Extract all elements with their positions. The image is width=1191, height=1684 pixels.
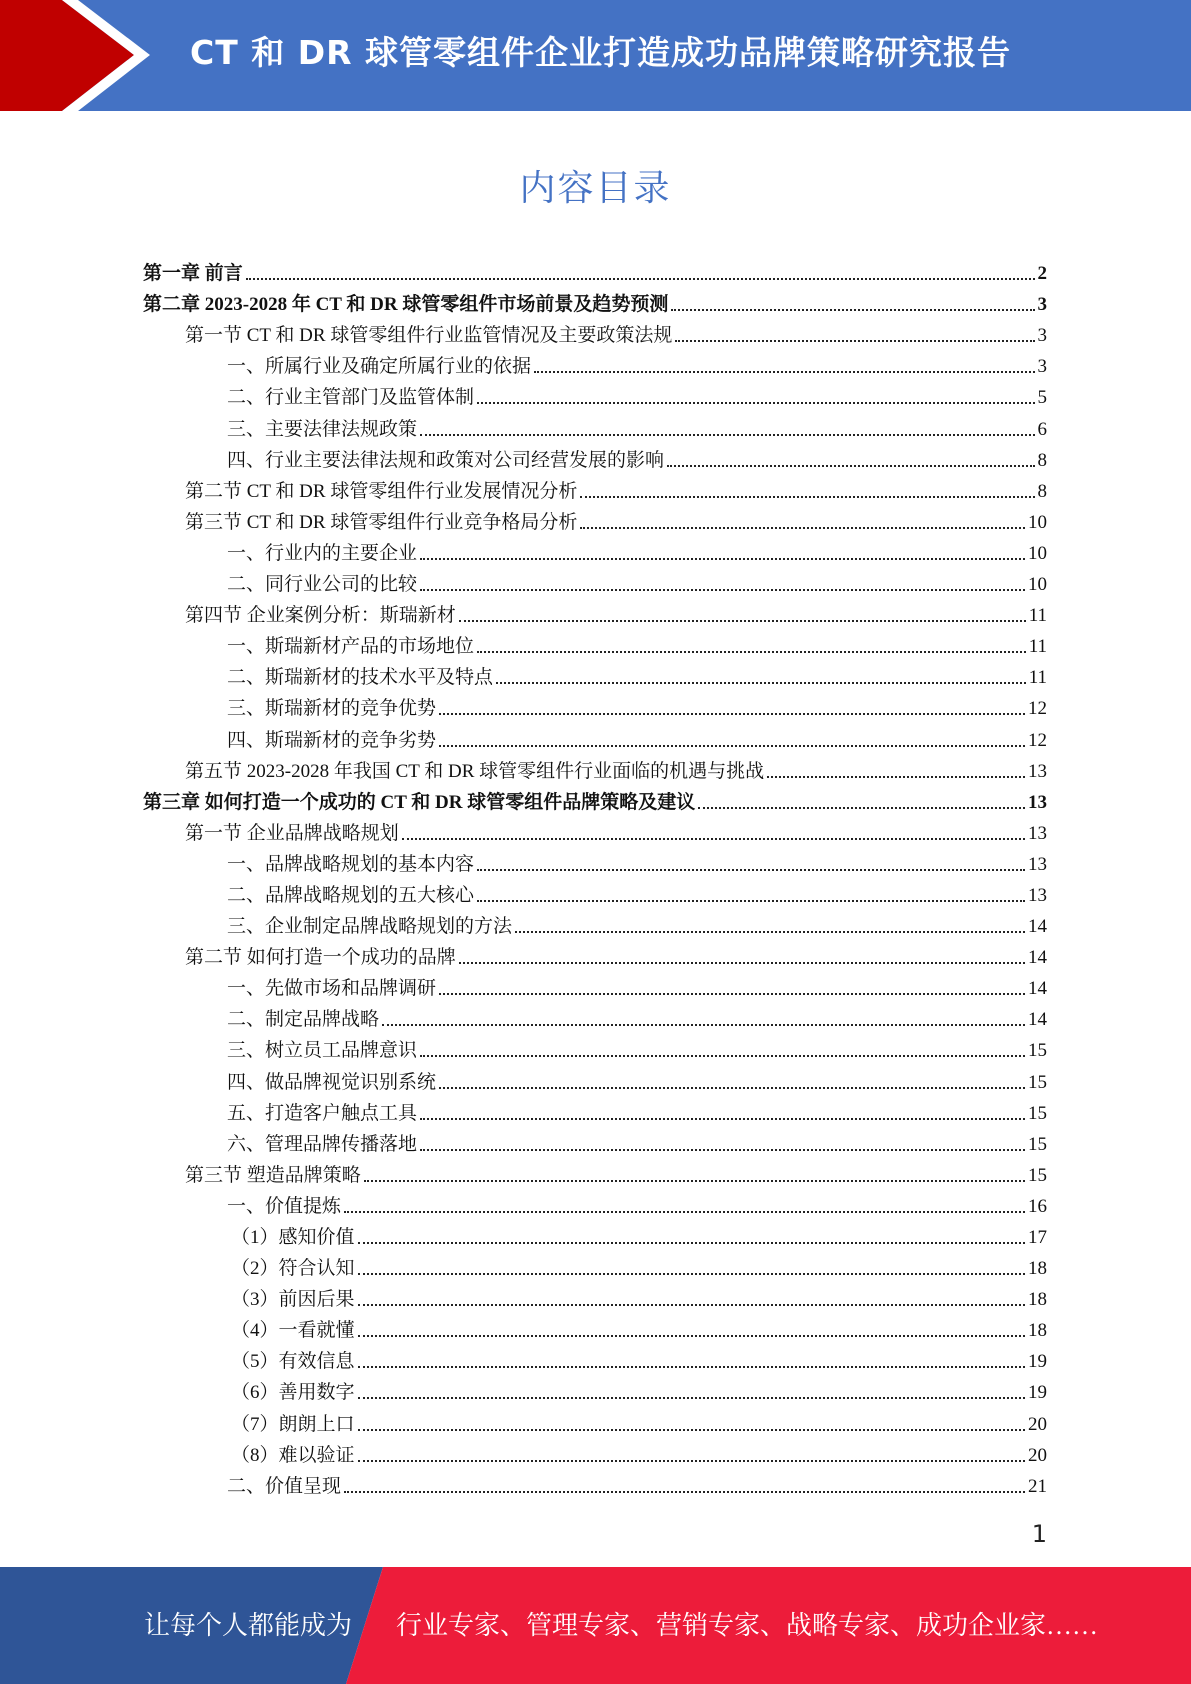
dot-leader: [364, 1180, 1025, 1182]
toc-entry[interactable]: [143, 907, 1047, 938]
dot-leader: [358, 1273, 1025, 1275]
toc-entry[interactable]: [143, 1156, 1047, 1187]
dot-leader: [477, 651, 1026, 653]
toc-entry-title: 第二节 如何打造一个成功的品牌: [185, 947, 456, 969]
dot-leader: [420, 1118, 1025, 1120]
toc-entry-page: 21: [1028, 1475, 1047, 1497]
toc-entry-title: 第一节 CT 和 DR 球管零组件行业监管情况及主要政策法规: [185, 325, 673, 347]
page-number: 1: [1031, 1520, 1047, 1548]
toc-entry-page: 14: [1028, 1009, 1047, 1031]
toc-entry-title: 第五节 2023-2028 年我国 CT 和 DR 球管零组件行业面临的机遇与挑战: [185, 760, 765, 782]
dot-leader: [420, 1055, 1025, 1057]
toc-entry-page: 11: [1028, 605, 1047, 627]
dot-leader: [358, 1242, 1025, 1244]
footer-band: [0, 1567, 1191, 1684]
dot-leader: [477, 869, 1025, 871]
toc-entry[interactable]: [143, 1404, 1047, 1435]
toc-entry[interactable]: [143, 1467, 1047, 1498]
toc-entry-title: 四、行业主要法律法规和政策对公司经营发展的影响: [227, 449, 665, 471]
toc-entry-page: 13: [1028, 760, 1047, 782]
dot-leader: [698, 807, 1025, 809]
toc-entry-title: 二、制定品牌战略: [227, 1009, 380, 1031]
toc-entry[interactable]: [143, 627, 1047, 658]
dot-leader: [420, 434, 1034, 436]
toc-entry-page: 15: [1028, 1071, 1047, 1093]
toc-heading: 内容目录: [519, 168, 672, 209]
dot-leader: [358, 1397, 1025, 1399]
dot-leader: [420, 589, 1025, 591]
toc-entry-title: 二、行业主管部门及监管体制: [227, 387, 475, 409]
toc-entry-page: 18: [1028, 1320, 1047, 1342]
toc-entry-page: 13: [1028, 853, 1047, 875]
toc-entry[interactable]: [143, 720, 1047, 751]
toc-entry[interactable]: [143, 1125, 1047, 1156]
dot-leader: [496, 682, 1026, 684]
dot-leader: [439, 1087, 1025, 1089]
toc-entry[interactable]: [143, 472, 1047, 503]
toc-entry-page: 19: [1028, 1351, 1047, 1373]
toc-entry[interactable]: [143, 969, 1047, 1000]
dot-leader: [534, 371, 1034, 373]
dot-leader: [358, 1366, 1025, 1368]
toc-entry-title: 三、企业制定品牌战略规划的方法: [227, 916, 513, 938]
toc-entry-title: （2）符合认知: [231, 1258, 355, 1280]
toc-entry-title: （5）有效信息: [231, 1351, 355, 1373]
dot-leader: [767, 776, 1025, 778]
toc-entry-title: 二、价值呈现: [227, 1475, 342, 1497]
toc-entry-title: 第三节 CT 和 DR 球管零组件行业竞争格局分析: [185, 511, 578, 533]
toc-entry[interactable]: [143, 316, 1047, 347]
toc-entry-page: 10: [1028, 542, 1047, 564]
toc-entry-title: 六、管理品牌传播落地: [227, 1133, 418, 1155]
toc-entry-page: 12: [1028, 729, 1047, 751]
dot-leader: [420, 558, 1025, 560]
toc-entry-title: 三、斯瑞新材的竞争优势: [227, 698, 437, 720]
toc-entry-page: 14: [1028, 947, 1047, 969]
toc-entry-title: 四、做品牌视觉识别系统: [227, 1071, 437, 1093]
toc-entry[interactable]: [143, 1000, 1047, 1031]
dot-leader: [477, 900, 1025, 902]
toc-entry[interactable]: [143, 254, 1047, 285]
table-of-contents: [143, 254, 1047, 1498]
toc-entry-page: 6: [1037, 418, 1047, 440]
dot-leader: [671, 309, 1034, 311]
toc-entry[interactable]: [143, 285, 1047, 316]
toc-entry-title: 一、所属行业及确定所属行业的依据: [227, 356, 532, 378]
toc-entry[interactable]: [143, 658, 1047, 689]
toc-entry[interactable]: [143, 1342, 1047, 1373]
toc-entry-page: 15: [1028, 1133, 1047, 1155]
dot-leader: [439, 713, 1025, 715]
toc-entry-title: 第三章 如何打造一个成功的 CT 和 DR 球管零组件品牌策略及建议: [143, 791, 696, 813]
toc-entry-page: 20: [1028, 1444, 1047, 1466]
toc-entry-title: 一、斯瑞新材产品的市场地位: [227, 636, 475, 658]
dot-leader: [439, 745, 1025, 747]
dot-leader: [580, 527, 1025, 529]
toc-entry-title: （1）感知价值: [231, 1227, 355, 1248]
toc-entry[interactable]: [143, 814, 1047, 845]
toc-entry-page: 8: [1037, 449, 1047, 471]
toc-entry-page: 16: [1028, 1195, 1047, 1217]
header-band: [0, 0, 1191, 111]
toc-entry[interactable]: [143, 565, 1047, 596]
toc-entry-page: 19: [1028, 1382, 1047, 1404]
toc-entry[interactable]: [143, 503, 1047, 534]
toc-entry-page: 14: [1028, 978, 1047, 1000]
toc-entry[interactable]: [143, 1218, 1047, 1249]
toc-entry-page: 13: [1028, 884, 1047, 906]
toc-entry-page: 12: [1028, 698, 1047, 720]
toc-entry[interactable]: [143, 378, 1047, 409]
toc-entry-title: 二、品牌战略规划的五大核心: [227, 884, 475, 906]
toc-entry-page: 15: [1028, 1040, 1047, 1062]
toc-entry-title: 一、行业内的主要企业: [227, 542, 418, 564]
toc-entry[interactable]: [143, 1062, 1047, 1093]
toc-entry[interactable]: [143, 1187, 1047, 1218]
toc-entry-title: 第一节 企业品牌战略规划: [185, 822, 399, 844]
toc-entry-page: 3: [1037, 356, 1047, 378]
toc-entry-title: 第二章 2023-2028 年 CT 和 DR 球管零组件市场前景及趋势预测: [143, 294, 669, 316]
dot-leader: [344, 1491, 1025, 1493]
dot-leader: [477, 402, 1034, 404]
toc-entry-title: 第一章 前言: [143, 263, 243, 285]
toc-entry-title: 一、价值提炼: [227, 1195, 342, 1217]
toc-entry-page: 10: [1028, 574, 1047, 596]
dot-leader: [580, 496, 1034, 498]
toc-entry-title: （8）难以验证: [231, 1444, 355, 1466]
toc-entry-title: 第四节 企业案例分析：斯瑞新材: [185, 605, 456, 627]
dot-leader: [459, 962, 1025, 964]
toc-entry-page: 3: [1037, 294, 1047, 316]
toc-entry-title: （6）善用数字: [231, 1382, 355, 1404]
toc-entry-page: 14: [1028, 916, 1047, 938]
dot-leader: [358, 1460, 1025, 1462]
toc-entry[interactable]: [143, 1373, 1047, 1404]
toc-entry[interactable]: [143, 845, 1047, 876]
dot-leader: [358, 1429, 1025, 1431]
toc-entry-page: 8: [1037, 480, 1047, 502]
toc-entry-page: 18: [1028, 1258, 1047, 1280]
toc-entry[interactable]: [143, 441, 1047, 472]
dot-leader: [344, 1211, 1025, 1213]
toc-entry-page: 17: [1028, 1227, 1047, 1248]
toc-entry[interactable]: [143, 409, 1047, 440]
toc-entry[interactable]: [143, 534, 1047, 565]
toc-entry-title: （4）一看就懂: [231, 1320, 355, 1342]
footer-slogan-right: 行业专家、管理专家、营销专家、战略专家、成功企业家……: [396, 1611, 1099, 1640]
footer-slogan-left: 让每个人都能成为: [144, 1611, 353, 1640]
toc-entry-page: 2: [1037, 263, 1047, 285]
dot-leader: [675, 340, 1034, 342]
toc-entry-title: 二、斯瑞新材的技术水平及特点: [227, 667, 494, 689]
toc-entry-page: 15: [1028, 1102, 1047, 1124]
toc-entry-page: 15: [1028, 1164, 1047, 1186]
toc-entry[interactable]: [143, 1094, 1047, 1125]
toc-entry[interactable]: [143, 596, 1047, 627]
toc-entry[interactable]: [143, 1280, 1047, 1311]
toc-entry[interactable]: [143, 752, 1047, 783]
dot-leader: [420, 1149, 1025, 1151]
toc-entry-title: 五、打造客户触点工具: [227, 1102, 418, 1124]
report-title: CT 和 DR 球管零组件企业打造成功品牌策略研究报告: [190, 33, 1011, 72]
toc-entry-title: 第二节 CT 和 DR 球管零组件行业发展情况分析: [185, 480, 578, 502]
toc-entry-page: 20: [1028, 1413, 1047, 1435]
toc-entry-page: 3: [1037, 325, 1047, 347]
toc-entry-page: 13: [1028, 791, 1047, 813]
toc-entry[interactable]: [143, 783, 1047, 814]
dot-leader: [402, 838, 1025, 840]
toc-entry-title: 三、主要法律法规政策: [227, 418, 418, 440]
toc-entry-page: 5: [1037, 387, 1047, 409]
toc-entry[interactable]: [143, 1311, 1047, 1342]
toc-entry-page: 13: [1028, 822, 1047, 844]
dot-leader: [358, 1335, 1025, 1337]
toc-entry-page: 11: [1028, 667, 1047, 689]
dot-leader: [358, 1304, 1025, 1306]
toc-entry-title: 第三节 塑造品牌策略: [185, 1164, 361, 1186]
toc-entry-title: 四、斯瑞新材的竞争劣势: [227, 729, 437, 751]
toc-entry-title: 一、先做市场和品牌调研: [227, 978, 437, 1000]
dot-leader: [246, 278, 1035, 280]
toc-entry-title: （7）朗朗上口: [231, 1413, 355, 1435]
toc-entry[interactable]: [143, 1249, 1047, 1280]
toc-entry-page: 10: [1028, 511, 1047, 533]
toc-entry[interactable]: [143, 1436, 1047, 1467]
toc-entry-title: 三、树立员工品牌意识: [227, 1040, 418, 1062]
dot-leader: [382, 1024, 1025, 1026]
toc-entry[interactable]: [143, 347, 1047, 378]
dot-leader: [459, 620, 1026, 622]
toc-entry-title: 一、品牌战略规划的基本内容: [227, 853, 475, 875]
toc-entry-page: 18: [1028, 1289, 1047, 1311]
toc-entry-title: （3）前因后果: [231, 1289, 355, 1311]
dot-leader: [439, 993, 1025, 995]
dot-leader: [515, 931, 1025, 933]
toc-entry[interactable]: [143, 689, 1047, 720]
toc-entry-title: 二、同行业公司的比较: [227, 574, 418, 596]
toc-entry[interactable]: [143, 938, 1047, 969]
toc-entry[interactable]: [143, 876, 1047, 907]
toc-entry[interactable]: [143, 1031, 1047, 1062]
dot-leader: [667, 465, 1034, 467]
header-arrow-graphic: [0, 0, 160, 111]
toc-entry-page: 11: [1028, 636, 1047, 658]
